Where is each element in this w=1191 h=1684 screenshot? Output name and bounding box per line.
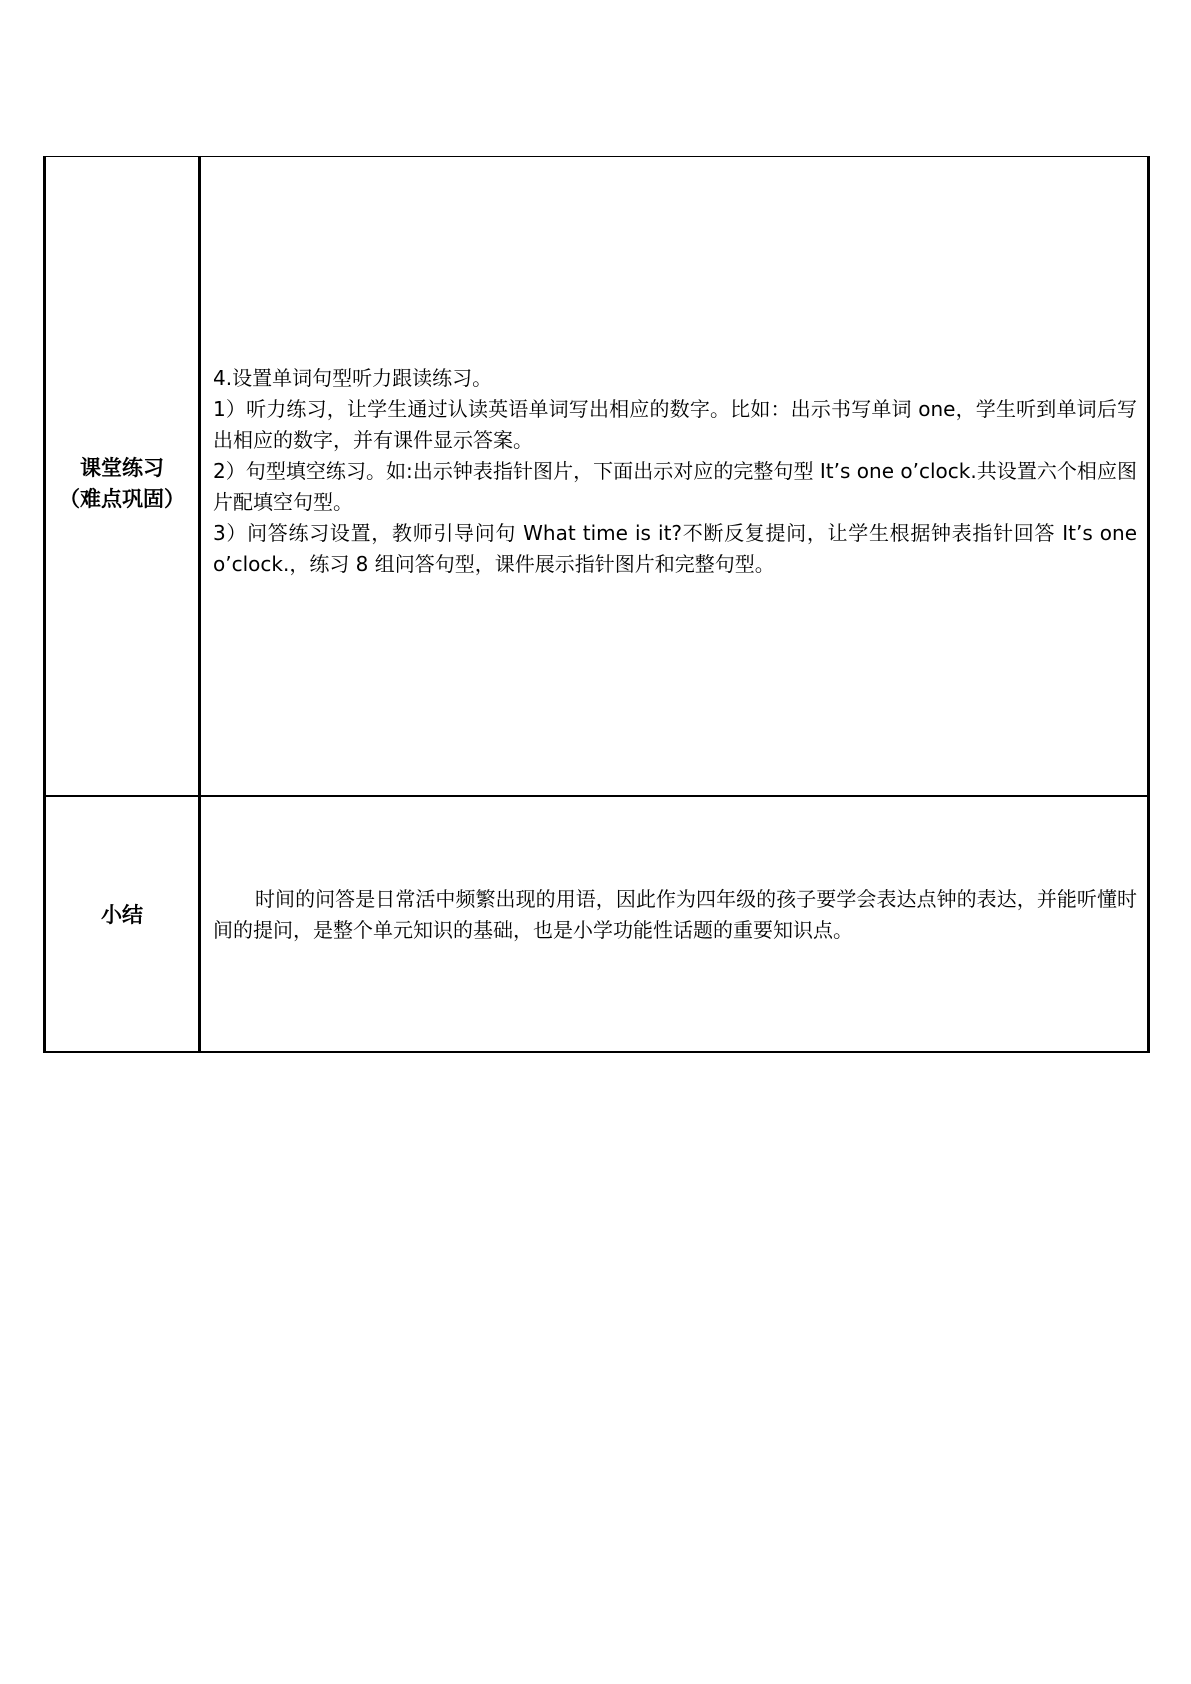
row-label-classroom-practice [45,157,200,797]
table-row-classroom-practice [45,157,1149,797]
practice-item-1: 1）听力练习，让学生通过认读英语单词写出相应的数字。比如：出示书写单词 one，学生听到单词后写出相应的数字，并有课件显示答案。 [213,396,1137,452]
table-row-summary [45,796,1149,1052]
summary-paragraph: 时间的问答是日常活中频繁出现的用语，因此作为四年级的孩子要学会表达点钟的表达，并能听懂时间的提问，是整个单元知识的基础，也是小学功能性话题的重要知识点。 [213,887,1137,942]
row-label-summary: 小结 [45,796,200,1052]
practice-item-2: 2）句型填空练习。如:出示钟表指针图片，下面出示对应的完整句型 It’s one o’clock.共设置六个相应图片配填空句型。 [213,458,1137,514]
lesson-plan-table [43,156,1150,1053]
row-label-subtitle: （难点巩固） [59,487,185,511]
row-label-title: 课堂练习 [80,456,164,480]
row-content-classroom-practice [200,157,1149,797]
practice-item-3: 3）问答练习设置，教师引导问句 What time is it?不断反复提问，让学生根据钟表指针回答 It’s one o’clock.，练习 8 组问答句型，课件展示指针图片和完整句型。 [213,520,1137,576]
row-content-summary [200,796,1149,1052]
practice-item-intro: 4.设置单词句型听力跟读练习。 [213,365,493,390]
